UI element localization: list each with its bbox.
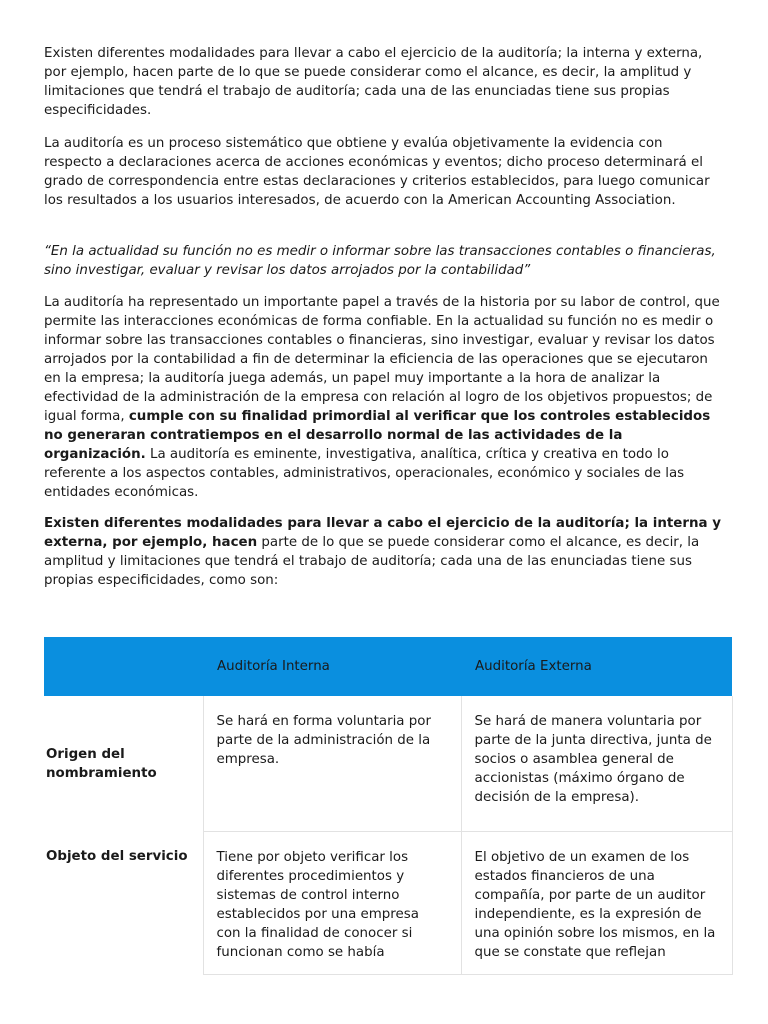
paragraph-intro: Existen diferentes modalidades para llevar a cabo el ejercicio de la auditoría; la interna y externa, por ejemplo, hacen parte de lo que se puede considerar como el alcance, es decir, la amplitud y limitaciones que tendrá el trabajo de auditoría; cada una de las enunciadas tiene sus propias especificidades. bbox=[44, 46, 703, 118]
paragraph-history-bold: cumple con su finalidad primordial al verificar que los controles establecidos no generaran contratiempos en el desarrollo normal de las actividades de la organización. bbox=[44, 409, 711, 462]
cell-objeto-interna: Tiene por objeto verificar los diferentes procedimientos y sistemas de control interno establecidos por una empresa con la finalidad de conocer si funcionan como se había bbox=[203, 831, 461, 974]
paragraph-history-text-a: La auditoría ha representado un importante papel a través de la historia por su labor de control, que permite las interacciones económicas de forma confiable. En la actualidad su función no es medir o informar sobre las transacciones contables o financieras, sino investigar, evaluar y revisar los datos arrojados por la contabilidad a fin de determinar la eficiencia de las operaciones que se ejecutaron en la empresa; la auditoría juega además, un papel muy importante a la hora de analizar la efectividad de la administración de la empresa con relación al logro de los objetivos propuestos; de igual forma, bbox=[44, 295, 720, 424]
paragraph-modalities-text: parte de lo que se puede considerar como el alcance, es decir, la amplitud y limitaciones que tendrá el trabajo de auditoría; cada una de las enunciadas tiene sus propias especificidades, como son: bbox=[44, 535, 700, 588]
table-row bbox=[44, 831, 732, 974]
comparison-table bbox=[44, 637, 733, 975]
paragraph-history-text-b: La auditoría es eminente, investigativa, analítica, crítica y creativa en todo lo referente a los aspectos contables, administrativos, operacionales, económico y sociales de las entidades económicas. bbox=[44, 447, 685, 500]
paragraph-history bbox=[44, 293, 724, 502]
cell-objeto-externa: El objetivo de un examen de los estados financieros de una compañía, por parte de un auditor independiente, es la expresión de una opinión sobre los mismos, en la que se constate que reflejan bbox=[461, 831, 732, 974]
paragraph-modalities-bold: Existen diferentes modalidades para llevar a cabo el ejercicio de la auditoría; la interna y externa, por ejemplo, hacen bbox=[44, 516, 721, 550]
cell-origen-externa: Se hará de manera voluntaria por parte de la junta directiva, junta de socios o asamblea general de accionistas (máximo órgano de decisión de la empresa). bbox=[461, 696, 732, 831]
paragraph-modalities bbox=[44, 514, 724, 590]
table-header-row bbox=[44, 637, 732, 696]
paragraph-definition: La auditoría es un proceso sistemático que obtiene y evalúa objetivamente la evidencia con respecto a declaraciones acerca de acciones económicas y eventos; dicho proceso determinará el grado de correspondencia entre estas declaraciones y criterios establecidos, para luego comunicar los resultados a los usuarios interesados, de acuerdo con la American Accounting Association. bbox=[44, 136, 710, 208]
table-row bbox=[44, 696, 732, 831]
cell-origen-interna: Se hará en forma voluntaria por parte de la administración de la empresa. bbox=[203, 696, 461, 831]
table-header-interna: Auditoría Interna bbox=[217, 659, 330, 674]
table-header-externa: Auditoría Externa bbox=[475, 659, 592, 674]
row-label-origen: Origen del nombramiento bbox=[44, 696, 203, 831]
row-label-objeto: Objeto del servicio bbox=[44, 831, 203, 974]
quote-paragraph: “En la actualidad su función no es medir o informar sobre las transacciones contables o financieras, sino investigar, evaluar y revisar los datos arrojados por la contabilidad” bbox=[44, 244, 716, 278]
table-header-empty bbox=[44, 637, 203, 696]
